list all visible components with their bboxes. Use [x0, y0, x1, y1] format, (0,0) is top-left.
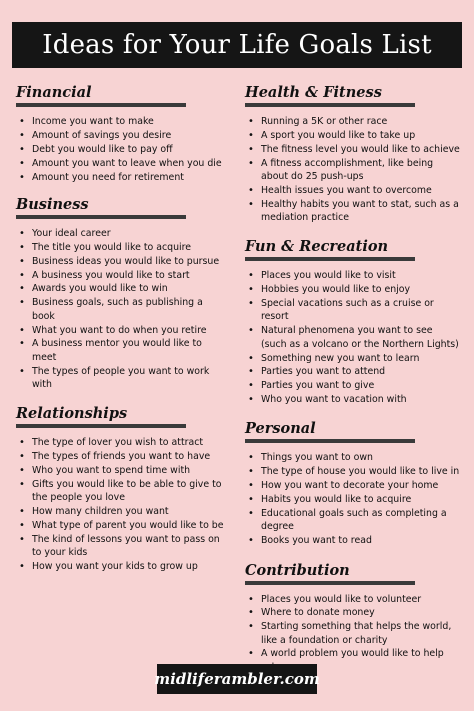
- section-divider: [16, 424, 186, 428]
- list-item-text: The type of house you would like to live in: [261, 466, 460, 478]
- bullet-icon: •: [248, 129, 254, 141]
- list-item: [245, 157, 461, 184]
- list-item-text: Something new you want to learn: [261, 352, 420, 364]
- list-item-text: Healthy habits you want to stat, such as a mediation practice: [261, 198, 459, 224]
- list-item-text: How you want to decorate your home: [261, 480, 439, 492]
- bullet-icon: •: [19, 365, 25, 377]
- bullet-icon: •: [19, 227, 25, 239]
- list-item-text: What type of parent you would like to be: [32, 519, 224, 531]
- list-item-text: How many children you want: [32, 506, 169, 518]
- section-health-fitness: [245, 84, 461, 224]
- list-item: [245, 143, 461, 156]
- bullet-icon: •: [248, 452, 254, 464]
- right-column: [245, 84, 461, 684]
- list-item-text: The fitness level you would like to achieve: [261, 143, 460, 155]
- left-column: [16, 84, 224, 583]
- bullet-icon: •: [248, 298, 254, 310]
- list-item: [245, 379, 461, 392]
- bullet-icon: •: [19, 437, 25, 449]
- bullet-icon: •: [248, 366, 254, 378]
- list-item: [245, 269, 461, 282]
- bullet-icon: •: [248, 621, 254, 633]
- list-item: [16, 157, 224, 170]
- bullet-icon: •: [19, 129, 25, 141]
- list-item-text: Natural phenomena you want to see (such as a volcano or the Northern Lights): [261, 325, 459, 350]
- bullet-icon: •: [248, 284, 254, 296]
- list-item-text: Educational goals such as completing a degree: [261, 508, 447, 533]
- bullet-icon: •: [248, 325, 254, 337]
- bullet-icon: •: [19, 324, 25, 336]
- bullet-icon: •: [19, 464, 25, 476]
- list-item-text: Business goals, such as publishing a book: [32, 297, 203, 322]
- bullet-icon: •: [248, 380, 254, 392]
- section-personal: [245, 420, 461, 547]
- list-item-text: Debt you would like to pay off: [32, 143, 173, 155]
- list-item-text: The kind of lessons you want to pass on to your kids: [32, 533, 220, 559]
- list-item: [245, 365, 461, 378]
- list-item-text: The types of people you want to work with: [32, 365, 210, 390]
- section-heading: Personal: [245, 420, 316, 438]
- bullet-icon: •: [19, 451, 25, 463]
- bullet-icon: •: [248, 480, 254, 492]
- list-item: [16, 171, 224, 184]
- goal-list: [245, 451, 461, 547]
- list-item-text: Your ideal career: [32, 227, 111, 239]
- list-item: [245, 393, 461, 406]
- section-contribution: [245, 562, 461, 675]
- list-item-text: Running a 5K or other race: [261, 116, 388, 127]
- bullet-icon: •: [248, 184, 254, 196]
- list-item-text: Income you want to make: [32, 116, 154, 127]
- list-item-text: Parties you want to attend: [261, 366, 386, 378]
- list-item-text: Awards you would like to win: [32, 283, 168, 295]
- goal-list: [245, 593, 461, 675]
- bullet-icon: •: [19, 533, 25, 545]
- list-item: [16, 255, 224, 268]
- list-item: [245, 297, 461, 324]
- list-item-text: Who you want to spend time with: [32, 464, 191, 476]
- list-item-text: Gifts you would like to be able to give to the people you love: [32, 478, 222, 504]
- section-divider: [245, 103, 415, 107]
- section-financial: [16, 84, 224, 184]
- list-item-text: A business mentor you would like to meet: [32, 338, 202, 363]
- list-item: [16, 324, 224, 337]
- list-item: [16, 282, 224, 295]
- list-item: [245, 184, 461, 197]
- list-item-text: How you want your kids to grow up: [32, 561, 198, 572]
- bullet-icon: •: [248, 508, 254, 520]
- bullet-icon: •: [19, 255, 25, 267]
- bullet-icon: •: [19, 241, 25, 253]
- section-relationships: [16, 405, 224, 573]
- list-item: [245, 479, 461, 492]
- bullet-icon: •: [248, 648, 254, 660]
- list-item: [16, 115, 224, 128]
- list-item: [245, 534, 461, 547]
- list-item: [16, 533, 224, 560]
- bullet-icon: •: [248, 607, 254, 619]
- section-business: [16, 196, 224, 391]
- list-item-text: Special vacations such as a cruise or resort: [261, 298, 434, 323]
- list-item-text: Health issues you want to overcome: [261, 184, 432, 196]
- list-item-text: Habits you would like to acquire: [261, 494, 412, 506]
- section-heading: Relationships: [16, 405, 128, 423]
- goal-list: [245, 115, 461, 224]
- goal-list: [245, 269, 461, 406]
- section-divider: [16, 215, 186, 219]
- bullet-icon: •: [248, 352, 254, 364]
- list-item-text: A world problem you would like to help: [261, 648, 444, 660]
- list-item: [245, 283, 461, 296]
- list-item-text: The title you would like to acquire: [32, 241, 192, 253]
- list-item: [16, 337, 224, 364]
- bullet-icon: •: [19, 519, 25, 531]
- bullet-icon: •: [248, 270, 254, 282]
- list-item: [16, 519, 224, 532]
- section-divider: [245, 257, 415, 261]
- list-item: [245, 620, 461, 647]
- list-item-text: Amount you need for retirement: [32, 171, 184, 183]
- page-title-text: Ideas for Your Life Goals List: [42, 30, 432, 60]
- list-item: [16, 296, 224, 323]
- section-divider: [16, 103, 186, 107]
- bullet-icon: •: [19, 143, 25, 155]
- bullet-icon: •: [248, 593, 254, 605]
- list-item: [16, 129, 224, 142]
- list-item: [16, 505, 224, 518]
- list-item: [16, 478, 224, 505]
- list-item-text: Business ideas you would like to pursue: [32, 255, 220, 267]
- list-item-text: Things you want to own: [261, 452, 373, 464]
- site-url: midliferambler.com: [154, 670, 320, 688]
- bullet-icon: •: [19, 269, 25, 281]
- list-item-text: What you want to do when you retire: [32, 324, 207, 336]
- bullet-icon: •: [248, 466, 254, 478]
- goal-list: [16, 115, 224, 184]
- section-heading: Contribution: [245, 561, 350, 579]
- list-item: [245, 593, 461, 606]
- section-heading: Health & Fitness: [245, 84, 382, 101]
- list-item-text: A fitness accomplishment, like being about do 25 push-ups: [261, 157, 434, 182]
- bullet-icon: •: [19, 478, 25, 490]
- section-heading: Business: [16, 195, 89, 213]
- list-item: [245, 451, 461, 464]
- list-item-text: Parties you want to give: [261, 380, 375, 392]
- list-item: [245, 115, 461, 128]
- list-item: [16, 560, 224, 573]
- section-divider: [245, 581, 415, 585]
- bullet-icon: •: [248, 198, 254, 210]
- bullet-icon: •: [248, 535, 254, 547]
- list-item-text: Hobbies you would like to enjoy: [261, 284, 411, 296]
- list-item: [245, 493, 461, 506]
- list-item: [16, 464, 224, 477]
- list-item-text: Starting something that helps the world, like a foundation or charity: [261, 621, 452, 646]
- list-item: [245, 198, 461, 225]
- list-item-text: Amount of savings you desire: [32, 129, 172, 141]
- bullet-icon: •: [19, 116, 25, 127]
- list-item-text: A sport you would like to take up: [261, 129, 416, 141]
- page-title: [12, 22, 462, 68]
- list-item: [245, 129, 461, 142]
- list-item-text: Books you want to read: [261, 535, 372, 547]
- list-item: [245, 507, 461, 534]
- bullet-icon: •: [248, 494, 254, 506]
- bullet-icon: •: [19, 157, 25, 169]
- section-heading: Financial: [16, 84, 92, 101]
- bullet-icon: •: [248, 116, 254, 127]
- list-item-text: The type of lover you wish to attract: [32, 437, 204, 449]
- list-item: [245, 324, 461, 351]
- list-item: [16, 143, 224, 156]
- list-item: [16, 227, 224, 240]
- list-item: [16, 365, 224, 392]
- bullet-icon: •: [248, 394, 254, 406]
- list-item: [16, 450, 224, 463]
- list-item-text: Amount you want to leave when you die: [32, 157, 222, 169]
- bullet-icon: •: [19, 506, 25, 518]
- list-item: [245, 352, 461, 365]
- list-item: [16, 436, 224, 449]
- bullet-icon: •: [19, 283, 25, 295]
- bullet-icon: •: [19, 561, 25, 572]
- list-item-text: A business you would like to start: [32, 269, 190, 281]
- list-item-text: Where to donate money: [261, 607, 375, 619]
- section-heading: Fun & Recreation: [245, 238, 389, 256]
- list-item: [16, 269, 224, 282]
- goal-list: [16, 436, 224, 573]
- bullet-icon: •: [19, 171, 25, 183]
- list-item-text: Places you would like to visit: [261, 270, 396, 282]
- list-item-text: The types of friends you want to have: [32, 451, 211, 463]
- bullet-icon: •: [19, 338, 25, 350]
- list-item-text: Who you want to vacation with: [261, 394, 407, 406]
- list-item: [16, 241, 224, 254]
- goal-list: [16, 227, 224, 391]
- list-item: [245, 606, 461, 619]
- bullet-icon: •: [19, 297, 25, 309]
- list-item-text: Places you would like to volunteer: [261, 593, 422, 605]
- site-url-badge: [154, 664, 320, 694]
- section-divider: [245, 439, 415, 443]
- bullet-icon: •: [248, 143, 254, 155]
- section-fun-recreation: [245, 238, 461, 406]
- list-item: [245, 465, 461, 478]
- bullet-icon: •: [248, 157, 254, 169]
